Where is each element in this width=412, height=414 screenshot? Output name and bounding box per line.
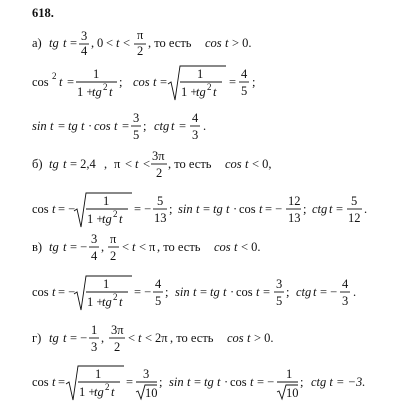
sign-condition: > 0. — [232, 36, 252, 50]
tg-label: tg — [213, 202, 223, 216]
equals-sign: = — [179, 119, 187, 133]
less-than: < — [122, 240, 130, 254]
problem-number: 618. — [32, 6, 54, 20]
var-t: t — [63, 157, 67, 171]
result-numerator: 12 — [288, 194, 301, 208]
var-t: t — [135, 157, 139, 171]
var-t: t — [63, 240, 67, 254]
semicolon: ; — [165, 285, 169, 299]
dot: · — [230, 285, 235, 299]
tg-label: tg — [49, 240, 59, 254]
result-numerator: 4 — [155, 277, 162, 291]
that-is-text: , то есть — [170, 331, 214, 345]
period: . — [353, 285, 357, 299]
ctg-label: ctg — [312, 202, 328, 216]
cos-label: cos — [133, 75, 150, 89]
tg-label: tg — [92, 85, 102, 99]
dot: · — [224, 375, 229, 389]
cos-label: cos — [239, 202, 256, 216]
three-pi-numerator: 3π — [152, 149, 165, 163]
exponent-two: 2 — [103, 82, 108, 92]
pi-symbol: π — [114, 157, 121, 171]
semicolon: ; — [300, 375, 304, 389]
var-t: t — [196, 202, 200, 216]
var-t: t — [193, 285, 197, 299]
given-denominator: 3 — [91, 340, 98, 354]
cos-label: cos — [230, 375, 247, 389]
cos-label: cos — [32, 75, 49, 89]
dot: · — [233, 202, 238, 216]
var-t: t — [114, 119, 118, 133]
part-a-sin-ctg — [32, 111, 206, 142]
part-a-marker: а) — [32, 36, 42, 50]
numerator-one: 1 — [103, 194, 110, 208]
two-denominator: 2 — [114, 340, 121, 354]
sin-label: sin — [178, 202, 193, 216]
part-g-marker: г) — [32, 331, 42, 345]
var-t: t — [247, 331, 251, 345]
var-t: t — [187, 375, 191, 389]
var-t: t — [245, 157, 249, 171]
one-plus: 1 + — [77, 85, 94, 99]
part-v-values — [32, 276, 356, 310]
zero: 0 — [97, 36, 104, 50]
result-denominator: 5 — [133, 128, 140, 142]
equals-sign: = — [126, 375, 134, 389]
semicolon: ; — [159, 375, 163, 389]
var-t: t — [225, 36, 229, 50]
semicolon: ; — [143, 119, 147, 133]
var-t: t — [171, 119, 175, 133]
less-than: < — [139, 240, 147, 254]
equals-sign: = — [200, 285, 208, 299]
var-t: t — [63, 36, 67, 50]
cos-label: cos — [32, 285, 49, 299]
result-numerator: 5 — [157, 194, 164, 208]
less-than: < — [106, 36, 114, 50]
var-t: t — [109, 85, 113, 99]
part-g-given — [32, 323, 274, 354]
result-denominator: 3 — [192, 128, 199, 142]
exponent-two: 2 — [207, 82, 212, 92]
numerator-one: 1 — [95, 367, 102, 381]
cos-label: cos — [227, 331, 244, 345]
numerator-one: 1 — [197, 67, 204, 81]
equals-sign: = — [122, 119, 130, 133]
semicolon: ; — [119, 75, 123, 89]
result-denominator: 5 — [241, 84, 248, 98]
sin-label: sin — [32, 119, 47, 133]
equals-minus: = − — [58, 202, 76, 216]
tg-label: tg — [49, 157, 59, 171]
var-t: t — [217, 375, 221, 389]
two-denominator: 2 — [110, 249, 117, 263]
that-is-text: , то есть — [157, 240, 201, 254]
result-numerator: 5 — [351, 194, 358, 208]
result-denominator: 10 — [145, 386, 158, 400]
var-t: t — [234, 240, 238, 254]
result-denominator: 13 — [154, 211, 167, 225]
tg-label: tg — [49, 331, 59, 345]
numerator-one: 1 — [93, 67, 100, 81]
tg-label: tg — [68, 119, 78, 133]
part-v-marker: в) — [32, 240, 43, 254]
equals-sign: = — [203, 202, 211, 216]
result-numerator: 1 — [286, 367, 293, 381]
tg-label: tg — [102, 212, 112, 226]
result-denominator: 5 — [276, 294, 283, 308]
comma: , — [104, 157, 108, 171]
given-denominator: 4 — [91, 249, 98, 263]
cos-label: cos — [94, 119, 111, 133]
dot: · — [88, 119, 93, 133]
part-a-cos — [32, 66, 255, 100]
ctg-result: ctg t = −3. — [311, 375, 366, 389]
cos-label: cos — [32, 202, 49, 216]
equals-minus: = − — [320, 285, 338, 299]
less-than: < — [145, 331, 153, 345]
equals-sign: = — [58, 119, 66, 133]
semicolon: ; — [303, 202, 307, 216]
var-t: t — [59, 75, 63, 89]
semicolon: ; — [286, 285, 290, 299]
cos-label: cos — [214, 240, 231, 254]
var-t: t — [138, 331, 142, 345]
ctg-label: ctg — [296, 285, 312, 299]
semicolon: ; — [252, 75, 256, 89]
less-than: < — [143, 157, 151, 171]
one-plus: 1 + — [79, 385, 96, 399]
var-t: t — [119, 295, 123, 309]
part-b-values — [32, 193, 367, 227]
less-than: < — [128, 331, 136, 345]
tg-label: tg — [204, 375, 214, 389]
sin-label: sin — [175, 285, 190, 299]
sin-label: sin — [169, 375, 184, 389]
exponent-two: 2 — [113, 209, 118, 219]
exponent-two: 2 — [113, 292, 118, 302]
sign-condition: < 0, — [252, 157, 272, 171]
cos-label: cos — [236, 285, 253, 299]
part-b-given — [32, 149, 272, 180]
given-numerator: 3 — [91, 232, 98, 246]
var-t: t — [50, 119, 54, 133]
one-plus: 1 + — [87, 212, 104, 226]
result-numerator: 3 — [276, 277, 283, 291]
var-t: t — [153, 75, 157, 89]
cos-label: cos — [32, 375, 49, 389]
equals-minus: = − — [70, 331, 88, 345]
tg-label: tg — [49, 36, 59, 50]
pi-numerator: π — [110, 232, 117, 246]
one-plus: 1 + — [87, 295, 104, 309]
one-plus: 1 + — [181, 85, 198, 99]
var-t: t — [223, 285, 227, 299]
var-t: t — [132, 240, 136, 254]
var-t: t — [256, 285, 260, 299]
result-denominator: 3 — [342, 294, 349, 308]
result-numerator: 4 — [342, 277, 349, 291]
numerator-one: 1 — [103, 277, 110, 291]
var-t: t — [250, 375, 254, 389]
ctg-label: ctg — [154, 119, 170, 133]
equals-sign: = — [67, 75, 75, 89]
equals-minus: = − — [70, 240, 88, 254]
result-denominator: 12 — [348, 211, 361, 225]
var-t: t — [259, 202, 263, 216]
equals-minus: = − — [134, 202, 152, 216]
pi-symbol: π — [149, 240, 156, 254]
var-t: t — [119, 212, 123, 226]
equals-sign: = — [58, 375, 66, 389]
sign-condition: > 0. — [254, 331, 274, 345]
result-numerator: 3 — [143, 367, 150, 381]
var-t: t — [63, 331, 67, 345]
var-t: t — [52, 285, 56, 299]
given-denominator: 4 — [81, 44, 88, 58]
period: . — [364, 202, 368, 216]
less-than: < — [123, 36, 131, 50]
given-numerator: 3 — [81, 29, 88, 43]
tg-label: tg — [210, 285, 220, 299]
equals-sign: = — [70, 36, 78, 50]
two-pi: 2π — [155, 331, 168, 345]
equals-minus: = − — [58, 285, 76, 299]
part-g-values — [32, 366, 365, 400]
var-t: t — [226, 202, 230, 216]
result-numerator: 4 — [192, 111, 199, 125]
given-numerator: 1 — [91, 323, 98, 337]
comma: , — [91, 36, 95, 50]
cos-label: cos — [225, 157, 242, 171]
result-denominator: 5 — [155, 294, 162, 308]
tg-label: tg — [196, 85, 206, 99]
var-t: t — [52, 375, 56, 389]
part-b-marker: б) — [32, 157, 43, 171]
comma: , — [101, 240, 105, 254]
semicolon: ; — [169, 202, 173, 216]
tg-label: tg — [94, 385, 104, 399]
equals-sign: = — [263, 285, 271, 299]
var-t: t — [81, 119, 85, 133]
comma: , — [101, 331, 105, 345]
equals-minus: = − — [265, 202, 283, 216]
less-than: < — [125, 157, 133, 171]
result-numerator: 3 — [133, 111, 140, 125]
var-t: t — [116, 36, 120, 50]
equals-minus: = − — [134, 285, 152, 299]
cos-label: cos — [205, 36, 222, 50]
var-t: t — [111, 385, 115, 399]
var-t: t — [52, 202, 56, 216]
two-denominator: 2 — [137, 44, 144, 58]
that-is-text: , то есть — [148, 36, 192, 50]
period: . — [203, 119, 207, 133]
result-numerator: 4 — [241, 67, 248, 81]
result-denominator: 10 — [286, 386, 299, 400]
result-denominator: 13 — [288, 211, 301, 225]
part-v-given — [32, 232, 261, 263]
tg-label: tg — [102, 295, 112, 309]
sign-condition: < 0. — [241, 240, 261, 254]
two-denominator: 2 — [156, 166, 163, 180]
equals-sign: = — [160, 75, 168, 89]
var-t: t — [313, 285, 317, 299]
var-t: t — [213, 85, 217, 99]
equals-sign: = — [229, 75, 237, 89]
three-pi-numerator: 3π — [111, 323, 124, 337]
equals-sign: = — [194, 375, 202, 389]
exponent-two: 2 — [105, 382, 110, 392]
exponent-two: 2 — [52, 71, 57, 81]
equals-sign: = — [336, 202, 344, 216]
pi-numerator: π — [137, 28, 144, 42]
part-a-given — [32, 28, 252, 58]
var-t: t — [329, 202, 333, 216]
that-is-text: , то есть — [168, 157, 212, 171]
equals-minus: = − — [257, 375, 275, 389]
given-value: = 2,4 — [70, 157, 96, 171]
